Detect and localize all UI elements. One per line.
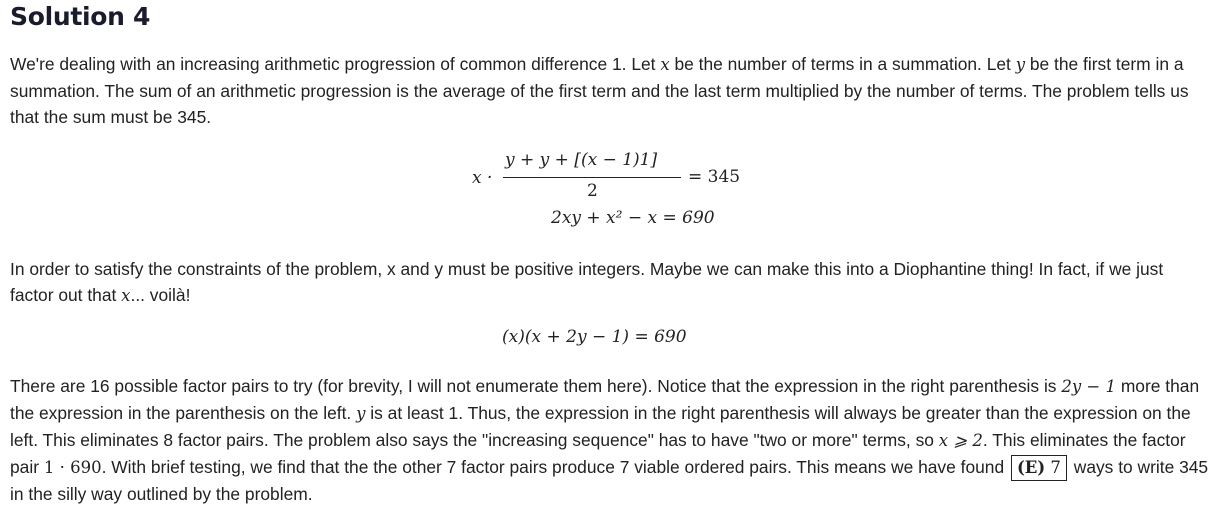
var-x: x xyxy=(121,286,131,305)
eq1-lhs: x · xyxy=(472,168,493,188)
var-x: x xyxy=(660,55,670,74)
para3-text-2: more than the expression in the parenthesis on the left. xyxy=(10,376,1200,423)
para3-text-4: . This eliminates the factor pair xyxy=(10,430,1186,477)
answer-value: 7 xyxy=(1050,458,1061,477)
eq1-denominator: 2 xyxy=(587,181,598,201)
factor-paragraph xyxy=(10,256,1210,309)
para3-text-6: ways to write 345 in the silly way outlined by the problem. xyxy=(10,457,1209,504)
intro-text-1: We're dealing with an increasing arithmetic progression of common difference 1. Let xyxy=(10,54,661,74)
para3-text-1: There are 16 possible factor pairs to try (for brevity, I will not enumerate them here). Notice that the expression in the right parenthesis is xyxy=(10,376,1062,396)
var-y: y xyxy=(356,404,366,423)
para2-text-2: ... voilà! xyxy=(130,285,191,305)
intro-text-2: be the number of terms in a summation. Let xyxy=(669,54,1016,74)
para3-text-3: is at least 1. Thus, the expression in the right parenthesis will always be greater than the expression on the left. This eliminates 8 factor pairs. The problem also says the "increasing sequence" has to have "two or more" terms, so xyxy=(10,403,1191,450)
para2-text-1: In order to satisfy the constraints of the problem, x and y must be positive integers. Maybe we can make this into a Diophantine thing! In fact, if we just factor out that xyxy=(10,259,1164,305)
equation-factored: (x)(x + 2y − 1) = 690 xyxy=(502,327,687,347)
fraction-bar xyxy=(503,177,681,178)
math-2y-minus-1: 2y − 1 xyxy=(1061,377,1116,396)
solution-title: Solution 4 xyxy=(10,2,151,31)
eq1-rhs: = 345 xyxy=(688,167,741,187)
math-x-geq-2: x ⩾ 2 xyxy=(938,431,983,450)
intro-paragraph xyxy=(10,51,1210,130)
intro-text-3: be the first term in a summation. The sum of an arithmetic progression is the average of the first term and the last term multiplied by the number of terms. The problem tells us that the sum must be 345. xyxy=(10,54,1189,127)
equation-expanded: 2xy + x² − x = 690 xyxy=(551,208,715,228)
answer-letter: (E) xyxy=(1016,458,1046,477)
boxed-answer xyxy=(1011,455,1067,481)
conclusion-paragraph xyxy=(10,373,1210,507)
math-factor-pair: 1 · 690 xyxy=(43,458,102,477)
var-y: y xyxy=(1015,55,1026,74)
para3-text-5: . With brief testing, we find that the the other 7 factor pairs produce 7 viable ordered pairs. This means we have found xyxy=(101,457,1009,477)
eq1-numerator: y + y + [(x − 1)1] xyxy=(505,150,658,170)
